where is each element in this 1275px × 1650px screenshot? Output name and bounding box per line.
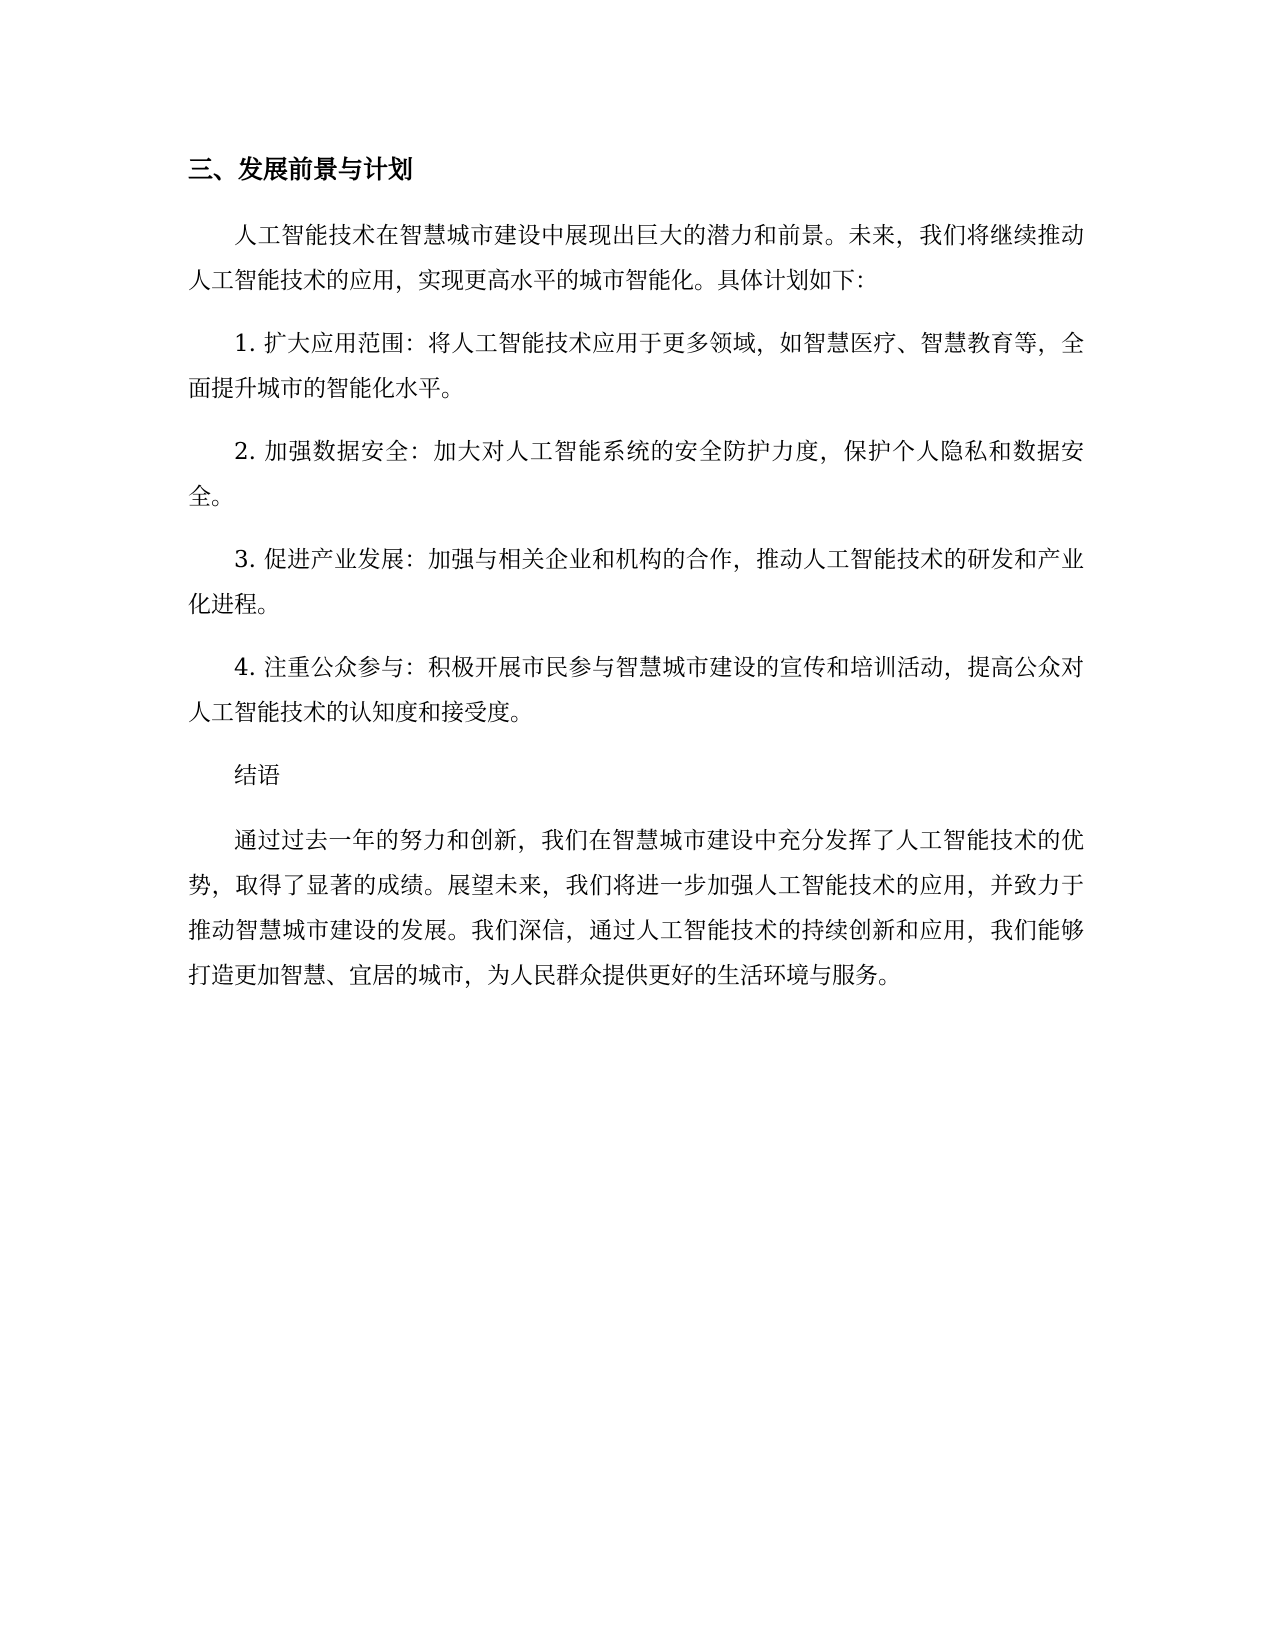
plan-item-3: 3. 促进产业发展：加强与相关企业和机构的合作，推动人工智能技术的研发和产业化进程。 bbox=[188, 547, 1084, 618]
plan-item-4: 4. 注重公众参与：积极开展市民参与智慧城市建设的宣传和培训活动，提高公众对人工智能技术的认知度和接受度。 bbox=[188, 655, 1084, 726]
conclusion-paragraph: 通过过去一年的努力和创新，我们在智慧城市建设中充分发挥了人工智能技术的优势，取得了显著的成绩。展望未来，我们将进一步加强人工智能技术的应用，并致力于推动智慧城市建设的发展。我们深信，通过人工智能技术的持续创新和应用，我们能够打造更加智慧、宜居的城市，为人民群众提供更好的生活环境与服务。 bbox=[188, 828, 1084, 989]
document-page bbox=[188, 150, 1084, 1017]
plan-item-2: 2. 加强数据安全：加大对人工智能系统的安全防护力度，保护个人隐私和数据安全。 bbox=[188, 439, 1084, 510]
intro-paragraph: 人工智能技术在智慧城市建设中展现出巨大的潜力和前景。未来，我们将继续推动人工智能技术的应用，实现更高水平的城市智能化。具体计划如下： bbox=[188, 223, 1084, 294]
section-heading: 三、发展前景与计划 bbox=[188, 155, 414, 184]
conclusion-heading: 结语 bbox=[234, 763, 280, 789]
plan-item-1: 1. 扩大应用范围：将人工智能技术应用于更多领域，如智慧医疗、智慧教育等，全面提升城市的智能化水平。 bbox=[188, 331, 1084, 402]
